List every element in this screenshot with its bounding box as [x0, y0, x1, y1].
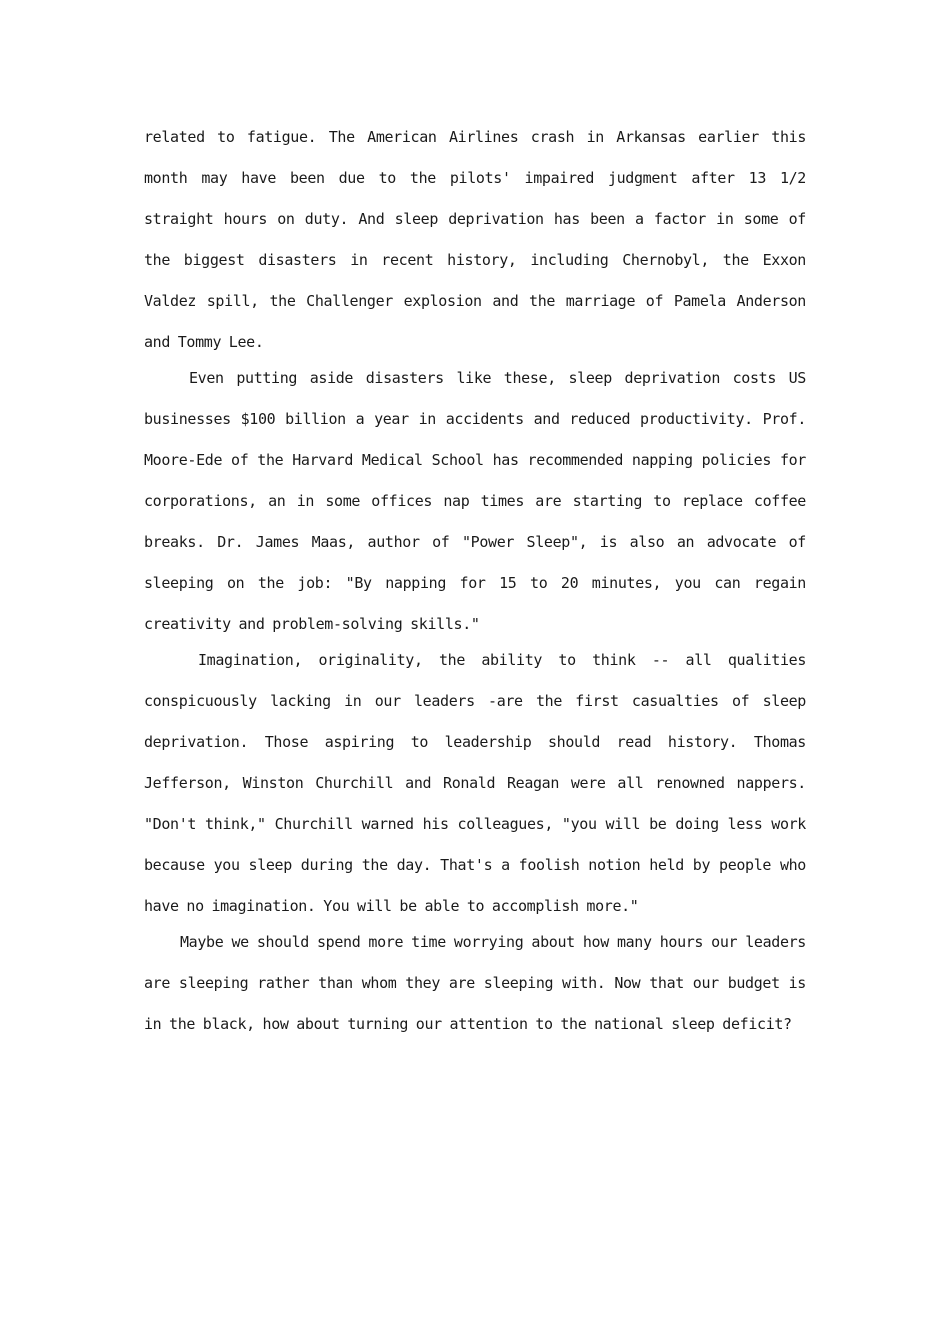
paragraph-4: Maybe we should spend more time worrying about how many hours our leaders are sleeping rather than whom they are sleeping with. Now that our budget is in the black, how about turning our attention to the national sleep deficit?: [144, 933, 806, 1033]
paragraph-3: Imagination, originality, the ability to think -- all qualities conspicuously lacking in our leaders -are the first casualties of sleep deprivation. Those aspiring to leadership should read history. Thomas Jefferson, Winston Churchill and Ronald Reagan were all renowned nappers. "Don't think," Churchill warned his colleagues, "you will be doing less work because you sleep during the day. That's a foolish notion held by people who have no imagination. You will be able to accomplish more.": [144, 651, 806, 915]
paragraph-1: related to fatigue. The American Airlines crash in Arkansas earlier this month may have been due to the pilots' impaired judgment after 13 1/2 straight hours on duty. And sleep deprivation has been a factor in some of the biggest disasters in recent history, including Chernobyl, the Exxon Valdez spill, the Challenger explosion and the marriage of Pamela Anderson and Tommy Lee.: [144, 128, 806, 351]
paragraph-2: Even putting aside disasters like these, sleep deprivation costs US businesses $100 billion a year in accidents and reduced productivity. Prof. Moore-Ede of the Harvard Medical School has recommended napping policies for corporations, an in some offices nap times are starting to replace coffee breaks. Dr. James Maas, author of "Power Sleep", is also an advocate of sleeping on the job: "By napping for 15 to 20 minutes, you can regain creativity and problem-solving skills.": [144, 369, 806, 633]
body-text: [144, 117, 806, 1045]
